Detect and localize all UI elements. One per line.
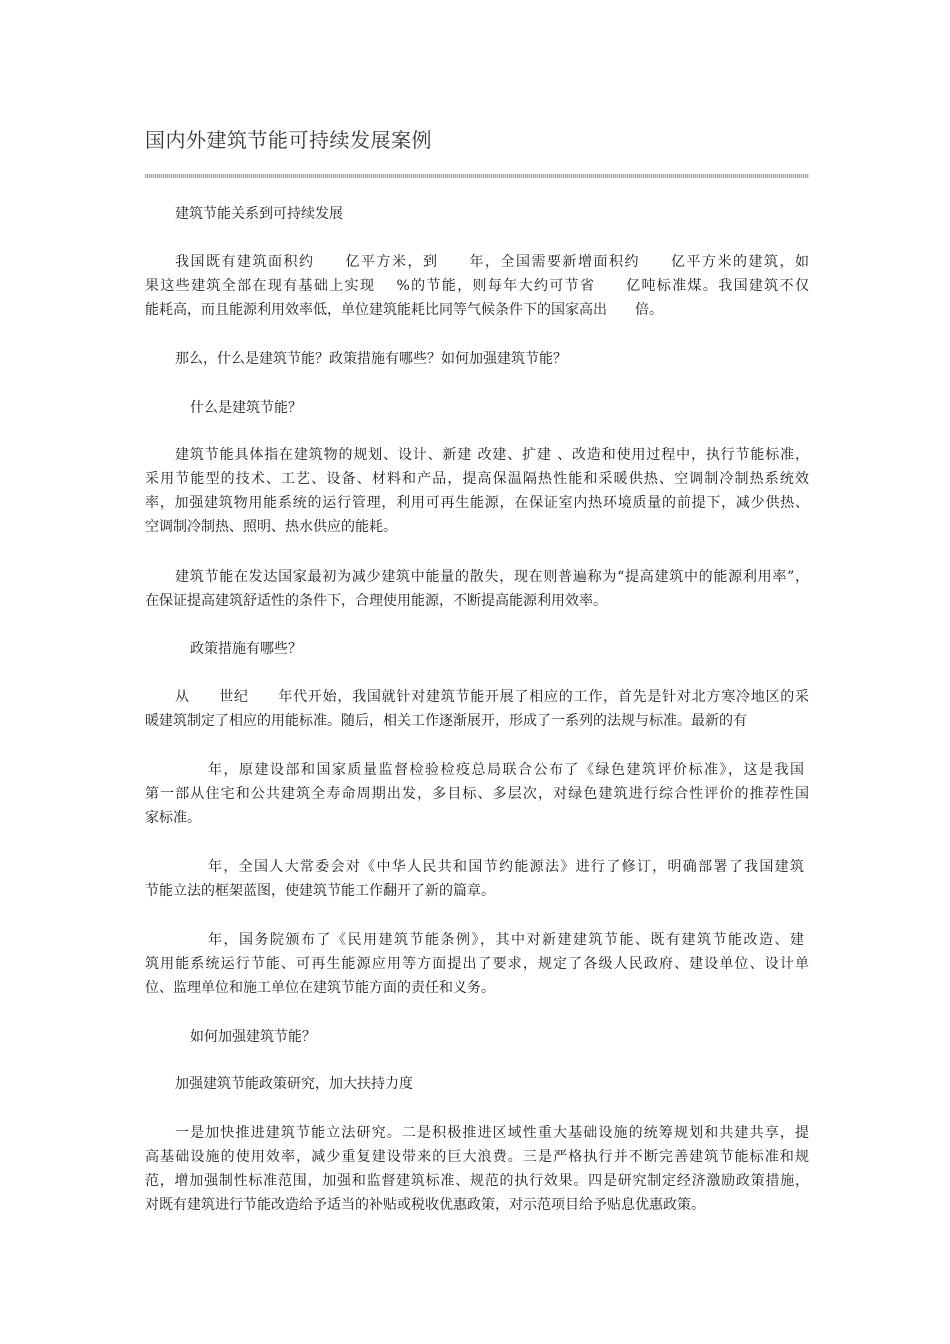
paragraph-line: 年，国务院颁布了《民用建筑节能条例》，其中对新建建筑节能、既有建筑节能改造、建 [208,932,804,948]
paragraph-line: 节能立法的框架蓝图，使建筑节能工作翻开了新的篇章。 [145,883,495,899]
subheading-how-to: 如何加强建筑节能？ [190,1029,316,1045]
title-divider [145,174,809,178]
paragraph-line: 建筑节能具体指在建筑物的规划、设计、新建 改建、扩建 、改造和使用过程中，执行节能标准， [175,447,809,463]
paragraph-line: 空调制冷制热、照明、热水供应的能耗。 [145,519,397,535]
paragraph-line: 率，加强建筑物用能系统的运行管理，利用可再生能源，在保证室内热环境质量的前提下，减少供热、 [145,495,809,511]
paragraph-line: 那么，什么是建筑节能？政策措施有哪些？如何加强建筑节能？ [175,351,567,367]
paragraph-line: 家标准。 [145,810,201,826]
subheading-policies: 政策措施有哪些？ [190,641,302,657]
paragraph-line: 筑用能系统运行节能、可再生能源应用等方面提出了要求，规定了各级人民政府、建设单位、设计单 [145,956,809,972]
document-title: 国内外建筑节能可持续发展案例 [145,128,432,152]
paragraph-line: 建筑节能在发达国家最初为减少建筑中能量的散失，现在则普遍称为“提高建筑中的能源利用率”， [175,569,809,585]
paragraph-line: 对既有建筑进行节能改造给予适当的补贴或税收优惠政策，对示范项目给予贴息优惠政策。 [145,1197,705,1213]
subheading-policy-research: 加强建筑节能政策研究，加大扶持力度 [175,1076,413,1092]
paragraph-line: 一是加快推进建筑节能立法研究。二是积极推进区域性重大基础设施的统筹规划和共建共享，提 [175,1125,809,1141]
paragraph-line: 在保证提高建筑舒适性的条件下，合理使用能源，不断提高能源利用效率。 [145,593,607,609]
paragraph-line: 果这些建筑全部在现有基础上实现 %的节能，则每年大约可节省 亿吨标准煤。我国建筑不仅 [145,278,809,294]
section-heading-sustainability: 建筑节能关系到可持续发展 [175,206,343,222]
paragraph-line: 从 世纪 年代开始，我国就针对建筑节能开展了相应的工作，首先是针对北方寒冷地区的采 [175,689,809,705]
paragraph-line: 能耗高，而且能源利用效率低，单位建筑能耗比同等气候条件下的国家高出 倍。 [145,302,663,318]
paragraph-line: 我国既有建筑面积约 亿平方米，到 年，全国需要新增面积约 亿平方米的建筑，如 [175,254,809,270]
paragraph-line: 位、监理单位和施工单位在建筑节能方面的责任和义务。 [145,980,495,996]
paragraph-line: 范，增加强制性标准范围，加强和监督建筑标准、规范的执行效果。四是研究制定经济激励政策措施， [145,1173,809,1189]
paragraph-line: 年，全国人大常委会对《中华人民共和国节约能源法》进行了修订，明确部署了我国建筑 [208,859,804,875]
paragraph-line: 第一部从住宅和公共建筑全寿命周期出发，多目标、多层次，对绿色建筑进行综合性评价的推荐性国 [145,786,809,802]
paragraph-line: 年，原建设部和国家质量监督检验检疫总局联合公布了《绿色建筑评价标准》，这是我国 [208,762,804,778]
subheading-what-is: 什么是建筑节能？ [190,400,302,416]
paragraph-line: 暖建筑制定了相应的用能标准。随后，相关工作逐渐展开，形成了一系列的法规与标准。最新的有 [145,713,747,729]
paragraph-line: 高基础设施的使用效率，减少重复建设带来的巨大浪费。三是严格执行并不断完善建筑节能标准和规 [145,1149,809,1165]
paragraph-line: 采用节能型的技术、工艺、设备、材料和产品，提高保温隔热性能和采暖供热、空调制冷制热系统效 [145,471,809,487]
